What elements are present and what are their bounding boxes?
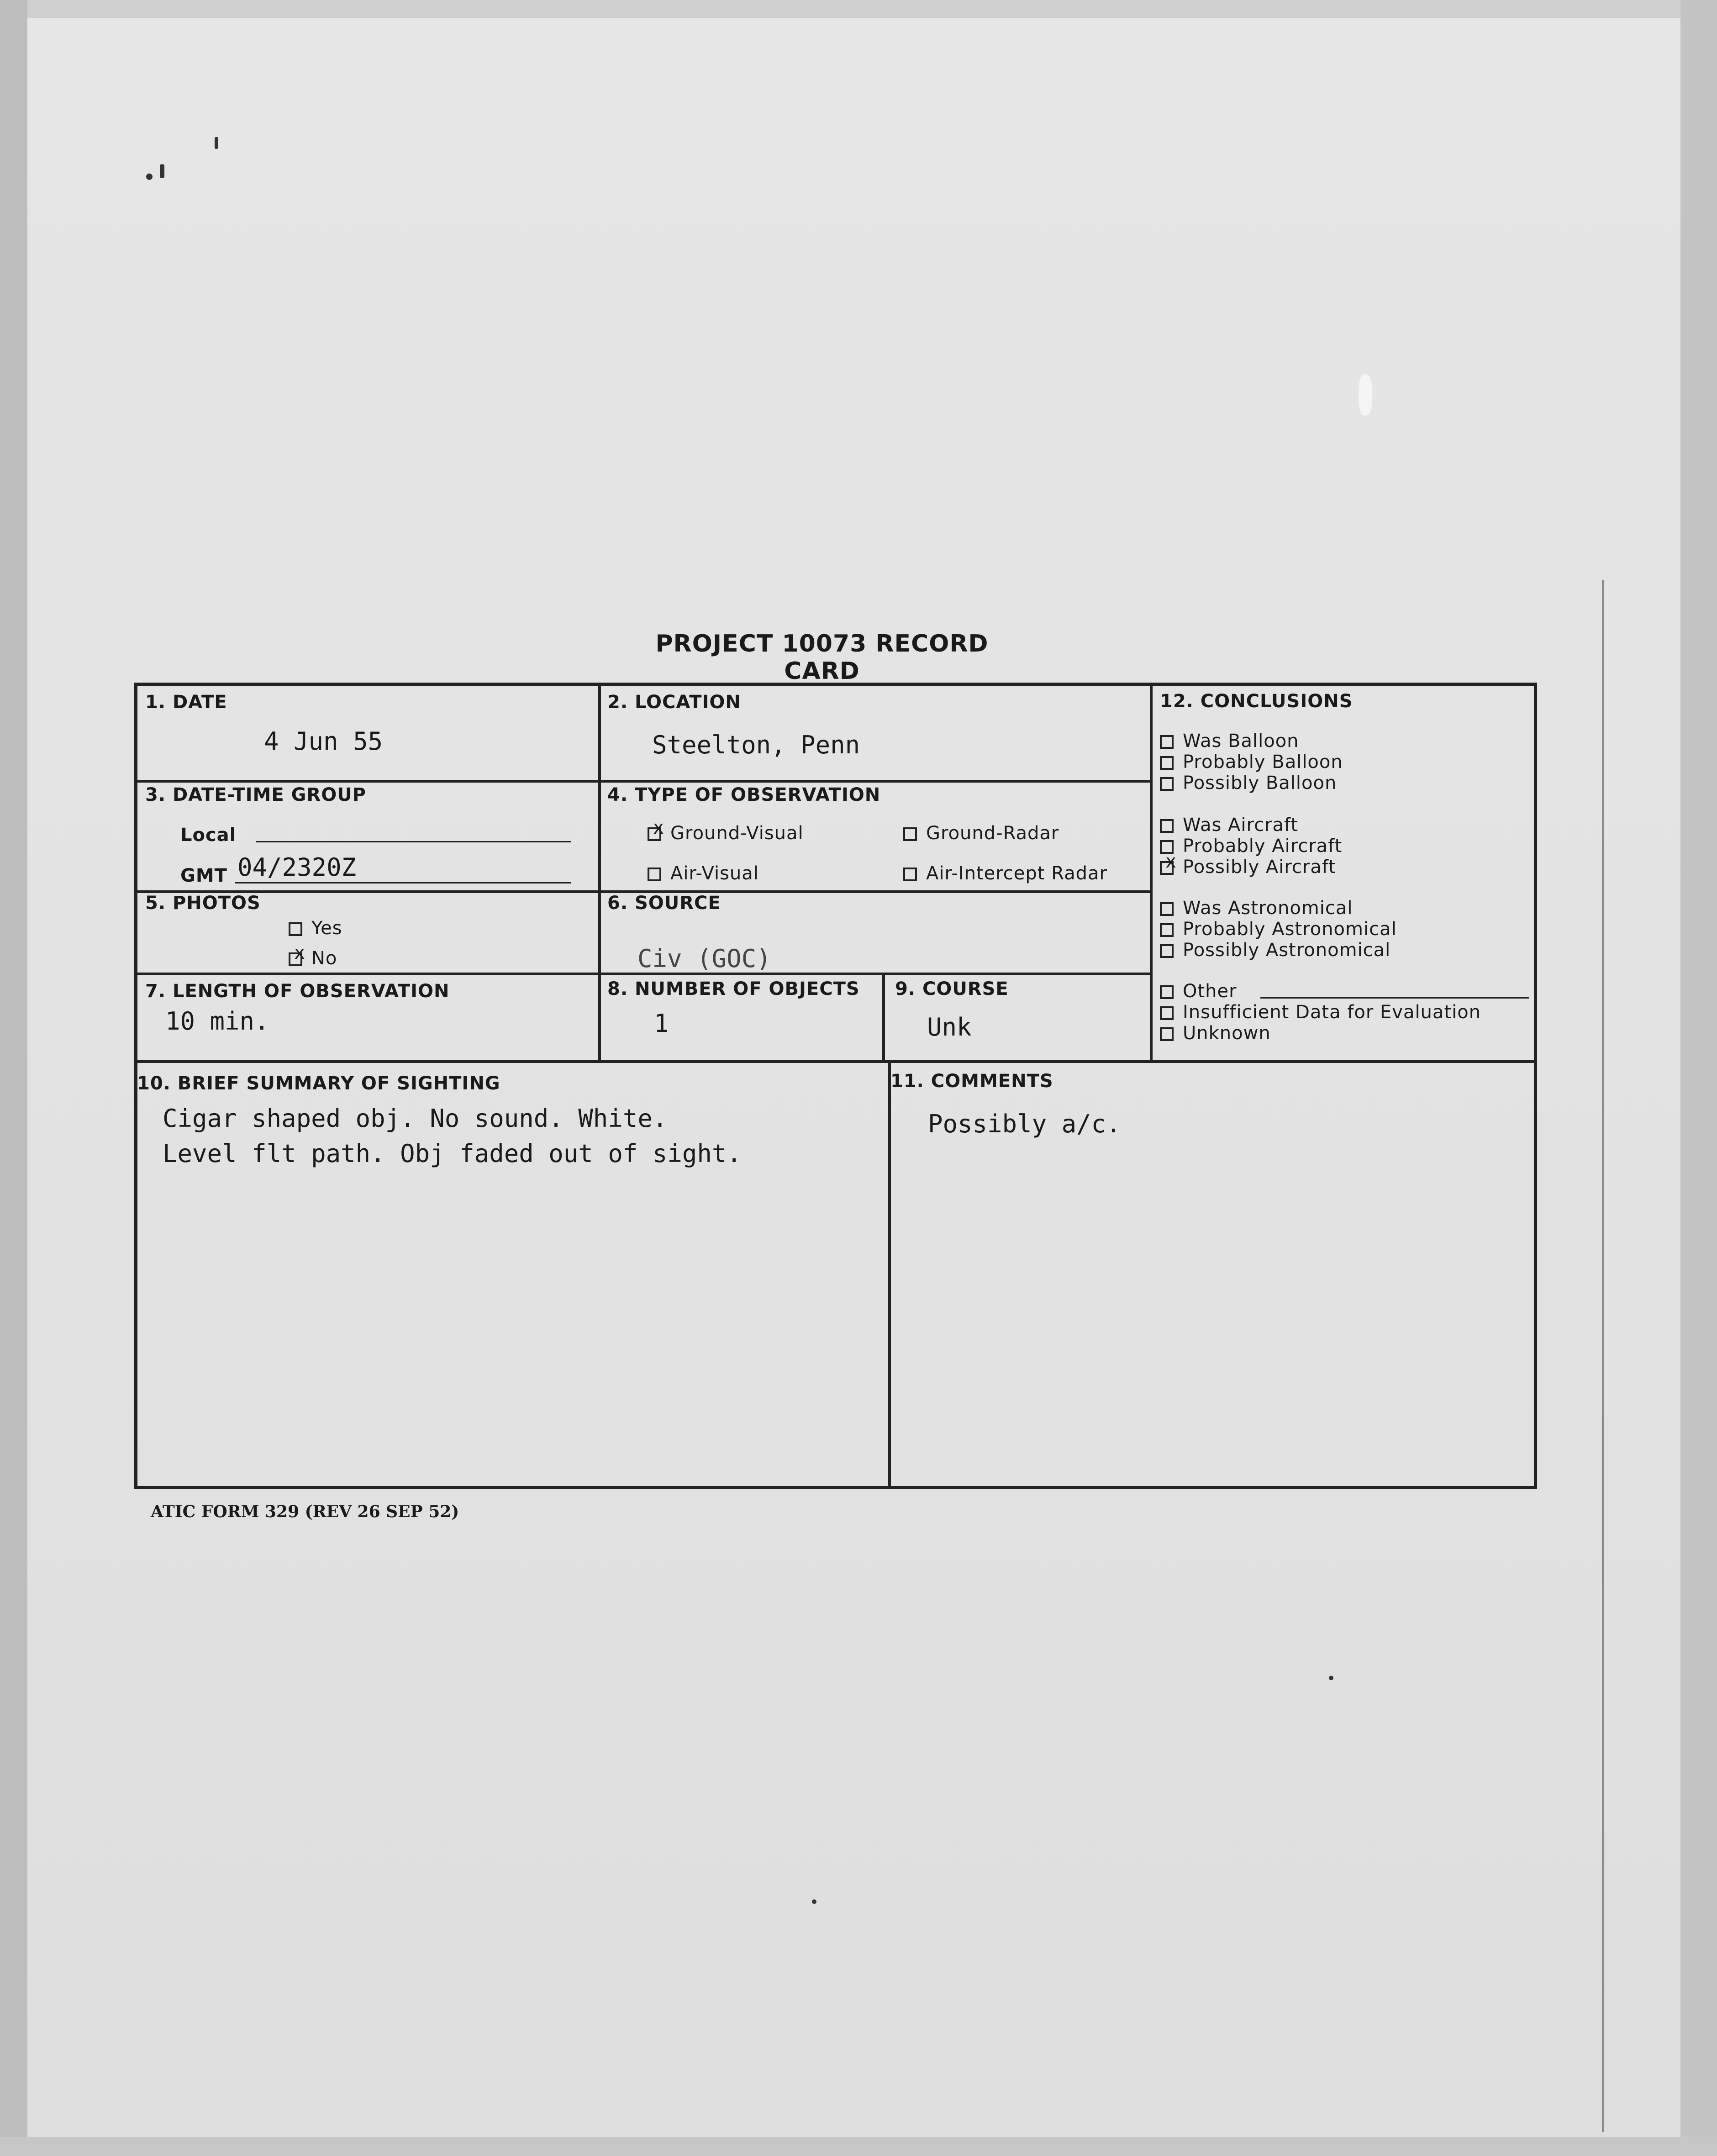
- checkbox-icon: [1160, 1006, 1174, 1020]
- photos-option-no[interactable]: xNo: [289, 948, 337, 969]
- obs-option-air-intercept-radar[interactable]: Air-Intercept Radar: [903, 863, 1107, 884]
- type-of-observation-label: 4. TYPE OF OBSERVATION: [607, 784, 881, 805]
- checkbox-icon: [1160, 923, 1174, 937]
- obs-option-ground-radar[interactable]: Ground-Radar: [903, 823, 1059, 844]
- comments-value: Possibly a/c.: [928, 1110, 1121, 1138]
- conclusion-unknown[interactable]: Unknown: [1160, 1023, 1271, 1044]
- course-value: Unk: [927, 1013, 972, 1041]
- obs-option-air-visual[interactable]: Air-Visual: [648, 863, 759, 884]
- conclusion-possibly-balloon[interactable]: Possibly Balloon: [1160, 773, 1337, 794]
- length-of-observation-value: 10 min.: [165, 1007, 269, 1036]
- source-value: Civ (GOC): [637, 944, 771, 973]
- ink-speck: [1329, 1676, 1333, 1680]
- conclusion-probably-aircraft[interactable]: Probably Aircraft: [1160, 836, 1342, 857]
- rule-col1: [598, 683, 601, 1060]
- gmt-value: 04/2320Z: [237, 853, 357, 882]
- scan-edge-bottom: [0, 2137, 1717, 2156]
- smudge-mark: [1359, 374, 1372, 415]
- number-of-objects-label: 8. NUMBER OF OBJECTS: [607, 978, 860, 999]
- checkbox-icon: [1160, 944, 1174, 958]
- local-underline: [256, 841, 571, 842]
- page-edge-line: [1602, 580, 1604, 2132]
- scan-edge-right: [1680, 0, 1717, 2156]
- rule-row1: [134, 780, 1150, 783]
- form-footer: ATIC FORM 329 (REV 26 SEP 52): [151, 1502, 459, 1521]
- gmt-label: GMT: [180, 865, 227, 886]
- conclusion-was-aircraft[interactable]: Was Aircraft: [1160, 815, 1298, 836]
- checkbox-icon: [1160, 756, 1174, 770]
- rule-row4: [134, 1060, 1537, 1063]
- rule-col-comments: [888, 1060, 891, 1489]
- checkbox-icon: [1160, 985, 1174, 999]
- summary-line-1: Cigar shaped obj. No sound. White.: [163, 1104, 668, 1133]
- date-time-group-label: 3. DATE-TIME GROUP: [145, 784, 366, 805]
- source-label: 6. SOURCE: [607, 893, 721, 914]
- conclusion-was-astronomical[interactable]: Was Astronomical: [1160, 898, 1353, 919]
- ink-speck: [812, 1899, 816, 1904]
- checkbox-icon: [903, 868, 917, 881]
- photos-option-yes[interactable]: Yes: [289, 918, 342, 939]
- checkbox-icon: [1160, 819, 1174, 833]
- conclusion-insufficient-data[interactable]: Insufficient Data for Evaluation: [1160, 1002, 1481, 1023]
- photos-label: 5. PHOTOS: [145, 893, 261, 914]
- location-label: 2. LOCATION: [607, 692, 741, 713]
- scan-edge-left: [0, 0, 27, 2156]
- gmt-underline: [235, 882, 571, 883]
- location-value: Steelton, Penn: [652, 731, 860, 759]
- conclusion-was-balloon[interactable]: Was Balloon: [1160, 731, 1299, 752]
- checkbox-icon: [1160, 1027, 1174, 1041]
- scan-edge-top: [0, 0, 1717, 18]
- comments-label: 11. COMMENTS: [890, 1071, 1053, 1092]
- rule-col-course: [882, 973, 885, 1060]
- conclusion-probably-balloon[interactable]: Probably Balloon: [1160, 752, 1343, 773]
- checkbox-icon: [648, 868, 661, 881]
- rule-col-conclusions: [1150, 683, 1153, 1060]
- summary-line-2: Level flt path. Obj faded out of sight.: [163, 1139, 742, 1168]
- checkbox-icon: [903, 827, 917, 841]
- checkbox-icon: [1160, 735, 1174, 749]
- date-value: 4 Jun 55: [264, 727, 383, 756]
- date-label: 1. DATE: [145, 692, 227, 713]
- number-of-objects-value: 1: [654, 1009, 669, 1038]
- conclusion-possibly-astronomical[interactable]: Possibly Astronomical: [1160, 940, 1390, 961]
- obs-option-ground-visual[interactable]: xGround-Visual: [648, 823, 804, 844]
- ink-speck: [215, 137, 218, 149]
- checkbox-icon: [1160, 777, 1174, 791]
- checkbox-icon: [1160, 861, 1174, 875]
- ink-speck: [146, 174, 153, 180]
- card-title: PROJECT 10073 RECORD CARD: [655, 630, 989, 685]
- conclusion-possibly-aircraft[interactable]: xPossibly Aircraft: [1160, 857, 1336, 878]
- course-label: 9. COURSE: [895, 978, 1009, 999]
- conclusion-probably-astronomical[interactable]: Probably Astronomical: [1160, 919, 1397, 940]
- other-underline: [1260, 997, 1529, 999]
- checkbox-icon: [289, 952, 302, 966]
- ink-speck: [160, 164, 164, 178]
- conclusions-label: 12. CONCLUSIONS: [1160, 691, 1353, 712]
- checkbox-icon: [289, 922, 302, 936]
- conclusion-other[interactable]: Other: [1160, 981, 1237, 1002]
- length-of-observation-label: 7. LENGTH OF OBSERVATION: [145, 981, 450, 1002]
- summary-label: 10. BRIEF SUMMARY OF SIGHTING: [137, 1073, 500, 1094]
- checkbox-icon: [1160, 902, 1174, 916]
- checkbox-icon: [648, 827, 661, 841]
- local-label: Local: [180, 825, 237, 846]
